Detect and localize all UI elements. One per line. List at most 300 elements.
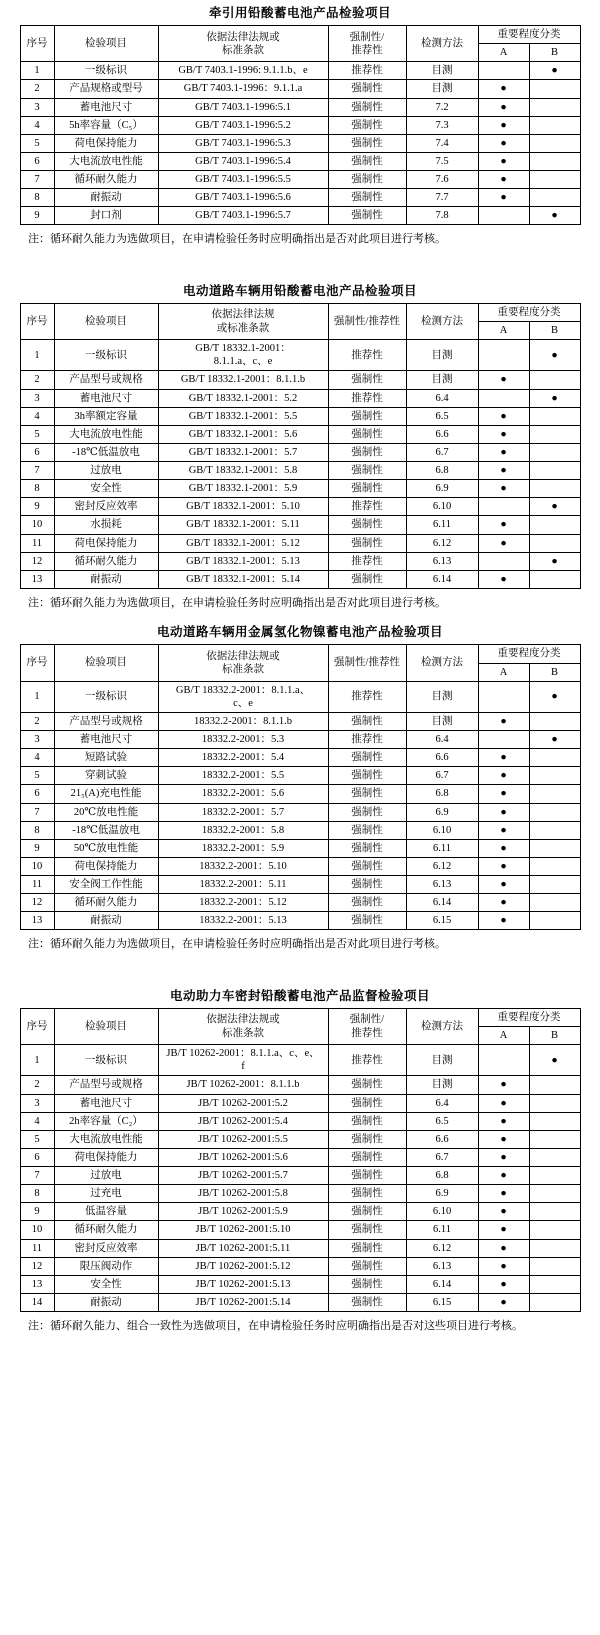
table-row [20, 857, 580, 875]
header-item: 检验项目 [54, 645, 158, 681]
cell-type: 推荐性 [328, 681, 406, 712]
cell-a: ● [478, 534, 529, 552]
cell-standard: 18332.2-2001：5.8 [158, 821, 328, 839]
header-severity-b: B [529, 663, 580, 681]
header-method: 检测方法 [406, 26, 478, 62]
header-type-line2: 推荐性 [351, 1027, 383, 1039]
cell-type: 强制性 [328, 443, 406, 461]
cell-standard [158, 340, 328, 371]
cell-standard-line1: GB/T 18332.1-2001： [195, 343, 291, 355]
header-type-line2: 推荐性 [351, 44, 383, 56]
header-standard-line1: 依据法律法规或 [206, 31, 280, 43]
cell-type: 强制性 [328, 98, 406, 116]
cell-standard: GB/T 7403.1-1996:5.6 [158, 189, 328, 207]
cell-method: 6.14 [406, 1275, 478, 1293]
cell-a: ● [478, 912, 529, 930]
header-no: 序号 [20, 303, 54, 339]
cell-item: 水损耗 [54, 516, 158, 534]
cell-standard: GB/T 18332.1-2001：8.1.1.b [158, 371, 328, 389]
cell-no: 4 [20, 116, 54, 134]
cell-no: 10 [20, 1221, 54, 1239]
table-row [20, 389, 580, 407]
cell-type: 强制性 [328, 171, 406, 189]
cell-method: 6.8 [406, 1167, 478, 1185]
cell-no: 1 [20, 681, 54, 712]
cell-item: -18℃低温放电 [54, 443, 158, 461]
cell-a [478, 340, 529, 371]
cell-method: 6.9 [406, 480, 478, 498]
cell-item: -18℃低温放电 [54, 821, 158, 839]
cell-a: ● [478, 407, 529, 425]
cell-type: 强制性 [328, 570, 406, 588]
table-row [20, 480, 580, 498]
table-row [20, 425, 580, 443]
cell-b [529, 1130, 580, 1148]
cell-type: 强制性 [328, 1275, 406, 1293]
cell-a [478, 389, 529, 407]
cell-no: 7 [20, 803, 54, 821]
table-row [20, 1167, 580, 1185]
cell-no: 6 [20, 443, 54, 461]
section-spacer [0, 248, 600, 278]
table-row [20, 443, 580, 461]
cell-a: ● [478, 749, 529, 767]
cell-item: 安全阀工作性能 [54, 876, 158, 894]
header-severity: 重要程度分类 [478, 303, 580, 321]
cell-b [529, 152, 580, 170]
cell-no: 6 [20, 785, 54, 803]
cell-no: 10 [20, 516, 54, 534]
cell-type: 强制性 [328, 80, 406, 98]
cell-method: 6.14 [406, 570, 478, 588]
cell-b [529, 80, 580, 98]
header-method: 检测方法 [406, 303, 478, 339]
cell-no: 2 [20, 1076, 54, 1094]
table-row [20, 498, 580, 516]
cell-no: 12 [20, 552, 54, 570]
cell-method: 7.5 [406, 152, 478, 170]
table-row [20, 731, 580, 749]
cell-method: 6.5 [406, 407, 478, 425]
table-row [20, 340, 580, 371]
cell-no: 10 [20, 857, 54, 875]
header-type: 强制性/推荐性 [328, 303, 406, 339]
cell-standard: JB/T 10262-2001:5.4 [158, 1112, 328, 1130]
cell-type: 强制性 [328, 1221, 406, 1239]
cell-b [529, 134, 580, 152]
cell-standard: 18332.2-2001：5.13 [158, 912, 328, 930]
cell-item: 安全性 [54, 480, 158, 498]
cell-method: 6.14 [406, 894, 478, 912]
table-row [20, 516, 580, 534]
cell-item: 过放电 [54, 1167, 158, 1185]
cell-item: 大电流放电性能 [54, 1130, 158, 1148]
cell-no: 8 [20, 480, 54, 498]
cell-b: ● [529, 681, 580, 712]
cell-item: 荷电保持能力 [54, 857, 158, 875]
table-row [20, 1148, 580, 1166]
cell-standard: 18332.2-2001：5.11 [158, 876, 328, 894]
cell-no: 3 [20, 389, 54, 407]
cell-a: ● [478, 516, 529, 534]
cell-standard: 18332.2-2001：5.12 [158, 894, 328, 912]
cell-no: 3 [20, 1094, 54, 1112]
cell-method: 6.15 [406, 912, 478, 930]
cell-type: 强制性 [328, 1112, 406, 1130]
cell-no: 13 [20, 570, 54, 588]
cell-no: 9 [20, 1203, 54, 1221]
cell-a [478, 552, 529, 570]
cell-a [478, 498, 529, 516]
table-header-row [20, 303, 580, 321]
cell-method: 7.7 [406, 189, 478, 207]
table-row [20, 1221, 580, 1239]
cell-no: 14 [20, 1293, 54, 1311]
cell-b [529, 443, 580, 461]
cell-a: ● [478, 1239, 529, 1257]
cell-item: 荷电保持能力 [54, 134, 158, 152]
cell-method: 6.12 [406, 1239, 478, 1257]
cell-item: 耐振动 [54, 912, 158, 930]
cell-type: 强制性 [328, 462, 406, 480]
cell-standard: GB/T 7403.1-1996：9.1.1.a [158, 80, 328, 98]
table-title-4: 电动助力车密封铅酸蓄电池产品监督检验项目 [169, 988, 430, 1003]
cell-method: 6.11 [406, 839, 478, 857]
table-row [20, 62, 580, 80]
table-row [20, 1275, 580, 1293]
cell-method: 6.8 [406, 785, 478, 803]
cell-type: 强制性 [328, 134, 406, 152]
cell-standard: 18332.2-2001：5.3 [158, 731, 328, 749]
cell-no: 6 [20, 1148, 54, 1166]
cell-b [529, 912, 580, 930]
section-table-2 [0, 278, 600, 612]
header-method: 检测方法 [406, 645, 478, 681]
header-standard [158, 645, 328, 681]
cell-type: 强制性 [328, 876, 406, 894]
table-row [20, 1293, 580, 1311]
table-note-3: 注：循环耐久能力为选做项目，在申请检验任务时应明确指出是否对此项目进行考核。 [28, 938, 446, 951]
cell-a [478, 1045, 529, 1076]
cell-item: 耐振动 [54, 1293, 158, 1311]
cell-item: 低温容量 [54, 1203, 158, 1221]
cell-no: 13 [20, 912, 54, 930]
table-row [20, 1112, 580, 1130]
header-standard-line2: 标准条款 [222, 1027, 264, 1039]
cell-method: 6.4 [406, 731, 478, 749]
cell-method: 目测 [406, 371, 478, 389]
table-row [20, 1257, 580, 1275]
cell-item: 3h率额定容量 [54, 407, 158, 425]
cell-item: 20℃放电性能 [54, 803, 158, 821]
cell-type: 强制性 [328, 912, 406, 930]
cell-b [529, 821, 580, 839]
cell-no: 5 [20, 134, 54, 152]
table-row [20, 189, 580, 207]
cell-standard-line2: 8.1.1.a、c、e [213, 356, 273, 368]
table-header-row [20, 26, 580, 44]
cell-standard-line2: f [241, 1061, 245, 1073]
header-severity-a: A [478, 44, 529, 62]
table-row [20, 1076, 580, 1094]
cell-method: 目测 [406, 80, 478, 98]
header-standard-line1: 依据法律法规或 [206, 650, 280, 662]
header-standard-line1: 依据法律法规或 [206, 1014, 280, 1026]
cell-method: 目测 [406, 1076, 478, 1094]
table-row [20, 552, 580, 570]
cell-standard: JB/T 10262-2001:5.9 [158, 1203, 328, 1221]
cell-type: 强制性 [328, 116, 406, 134]
cell-b: ● [529, 731, 580, 749]
cell-method: 目测 [406, 681, 478, 712]
cell-method: 7.6 [406, 171, 478, 189]
cell-method: 6.12 [406, 857, 478, 875]
table-row [20, 912, 580, 930]
cell-standard: GB/T 18332.1-2001：5.11 [158, 516, 328, 534]
cell-a: ● [478, 1275, 529, 1293]
cell-a: ● [478, 134, 529, 152]
cell-a: ● [478, 1221, 529, 1239]
cell-no: 5 [20, 425, 54, 443]
cell-type: 推荐性 [328, 731, 406, 749]
cell-b [529, 894, 580, 912]
cell-standard: GB/T 7403.1-1996:5.2 [158, 116, 328, 134]
header-type [328, 26, 406, 62]
cell-standard: JB/T 10262-2001:5.5 [158, 1130, 328, 1148]
table-row [20, 98, 580, 116]
cell-method: 6.6 [406, 1130, 478, 1148]
cell-item: 2h率容量（C₂） [54, 1112, 158, 1130]
cell-item: 过充电 [54, 1185, 158, 1203]
cell-no: 12 [20, 1257, 54, 1275]
cell-no: 7 [20, 462, 54, 480]
header-severity-b: B [529, 1027, 580, 1045]
cell-type: 强制性 [328, 516, 406, 534]
cell-method: 6.9 [406, 803, 478, 821]
cell-method: 6.10 [406, 1203, 478, 1221]
table-row [20, 80, 580, 98]
table-row [20, 207, 580, 225]
table-note-4: 注：循环耐久能力、组合一致性为选做项目，在申请检验任务时应明确指出是否对这些项目进行考核。 [28, 1320, 523, 1332]
cell-standard: GB/T 7403.1-1996:5.4 [158, 152, 328, 170]
cell-no: 4 [20, 1112, 54, 1130]
cell-type: 强制性 [328, 1130, 406, 1148]
cell-no: 11 [20, 876, 54, 894]
cell-no: 6 [20, 152, 54, 170]
cell-method: 7.4 [406, 134, 478, 152]
header-severity: 重要程度分类 [478, 1008, 580, 1026]
cell-a [478, 731, 529, 749]
cell-a: ● [478, 894, 529, 912]
cell-type: 强制性 [328, 1293, 406, 1311]
cell-a: ● [478, 1185, 529, 1203]
cell-no: 8 [20, 821, 54, 839]
cell-item: 5h率容量（C₅） [54, 116, 158, 134]
cell-type: 强制性 [328, 839, 406, 857]
cell-method: 6.9 [406, 1185, 478, 1203]
header-no: 序号 [20, 645, 54, 681]
table-row [20, 894, 580, 912]
cell-no: 4 [20, 407, 54, 425]
cell-standard: JB/T 10262-2001:5.11 [158, 1239, 328, 1257]
header-standard-line2: 或标准条款 [216, 322, 270, 334]
cell-no: 5 [20, 767, 54, 785]
cell-b [529, 480, 580, 498]
cell-item: 耐振动 [54, 189, 158, 207]
table-note-2: 注：循环耐久能力为选做项目，在申请检验任务时应明确指出是否对此项目进行考核。 [28, 596, 446, 609]
cell-type: 推荐性 [328, 62, 406, 80]
cell-standard: GB/T 7403.1-1996:5.5 [158, 171, 328, 189]
cell-b [529, 749, 580, 767]
cell-method: 6.13 [406, 876, 478, 894]
table-row [20, 1045, 580, 1076]
cell-no: 1 [20, 340, 54, 371]
table-row [20, 570, 580, 588]
table-row [20, 803, 580, 821]
cell-type: 强制性 [328, 749, 406, 767]
cell-b [529, 171, 580, 189]
cell-item: 蓄电池尺寸 [54, 389, 158, 407]
cell-item: 蓄电池尺寸 [54, 1094, 158, 1112]
cell-item: 短路试验 [54, 749, 158, 767]
cell-method: 6.11 [406, 1221, 478, 1239]
cell-standard: 18332.2-2001：5.5 [158, 767, 328, 785]
cell-b [529, 1094, 580, 1112]
cell-b [529, 1167, 580, 1185]
cell-item: 大电流放电性能 [54, 152, 158, 170]
cell-item: 蓄电池尺寸 [54, 98, 158, 116]
cell-standard: GB/T 18332.1-2001：5.5 [158, 407, 328, 425]
cell-type: 强制性 [328, 1239, 406, 1257]
table-body-1 [20, 62, 580, 225]
table-row [20, 134, 580, 152]
cell-standard: JB/T 10262-2001:5.12 [158, 1257, 328, 1275]
cell-item: 循环耐久能力 [54, 894, 158, 912]
cell-standard: GB/T 18332.1-2001：5.12 [158, 534, 328, 552]
cell-item: 荷电保持能力 [54, 534, 158, 552]
cell-a: ● [478, 570, 529, 588]
cell-a: ● [478, 80, 529, 98]
cell-method: 6.7 [406, 443, 478, 461]
header-standard [158, 303, 328, 339]
cell-standard: 18332.2-2001：5.6 [158, 785, 328, 803]
cell-b [529, 1112, 580, 1130]
header-severity-a: A [478, 322, 529, 340]
section-spacer [0, 611, 600, 619]
cell-type: 强制性 [328, 1148, 406, 1166]
cell-method: 6.12 [406, 534, 478, 552]
cell-no: 12 [20, 894, 54, 912]
cell-item: 穿刺试验 [54, 767, 158, 785]
cell-standard: GB/T 18332.1-2001：5.8 [158, 462, 328, 480]
cell-item: 一级标识 [54, 62, 158, 80]
cell-b [529, 189, 580, 207]
cell-item: 限压阀动作 [54, 1257, 158, 1275]
cell-a [478, 681, 529, 712]
cell-type: 推荐性 [328, 498, 406, 516]
cell-method: 6.10 [406, 821, 478, 839]
cell-item: 产品型号或规格 [54, 371, 158, 389]
table-row [20, 821, 580, 839]
cell-item: 产品型号或规格 [54, 712, 158, 730]
cell-standard: GB/T 18332.1-2001：5.10 [158, 498, 328, 516]
cell-a: ● [478, 857, 529, 875]
section-table-4 [0, 983, 600, 1335]
cell-b [529, 857, 580, 875]
cell-b [529, 712, 580, 730]
cell-a: ● [478, 116, 529, 134]
cell-standard-line2: c、e [233, 697, 253, 709]
header-item: 检验项目 [54, 1008, 158, 1044]
cell-type: 强制性 [328, 1185, 406, 1203]
cell-item: 一级标识 [54, 1045, 158, 1076]
cell-a: ● [478, 98, 529, 116]
header-type-line1: 强制性/ [349, 31, 385, 43]
cell-item: 产品规格或型号 [54, 80, 158, 98]
cell-type: 强制性 [328, 857, 406, 875]
cell-a: ● [478, 876, 529, 894]
cell-b [529, 534, 580, 552]
header-severity-a: A [478, 1027, 529, 1045]
cell-a: ● [478, 1293, 529, 1311]
header-standard [158, 1008, 328, 1044]
table-row [20, 1094, 580, 1112]
cell-type: 强制性 [328, 1076, 406, 1094]
cell-no: 8 [20, 189, 54, 207]
cell-method: 7.3 [406, 116, 478, 134]
cell-no: 2 [20, 80, 54, 98]
cell-no: 1 [20, 62, 54, 80]
cell-b [529, 1275, 580, 1293]
cell-no: 9 [20, 207, 54, 225]
cell-type: 强制性 [328, 207, 406, 225]
cell-method: 6.6 [406, 425, 478, 443]
header-type-line1: 强制性/ [349, 1014, 385, 1026]
cell-type: 推荐性 [328, 340, 406, 371]
header-item: 检验项目 [54, 303, 158, 339]
table-row [20, 876, 580, 894]
cell-standard: 18332.2-2001：5.9 [158, 839, 328, 857]
cell-a: ● [478, 785, 529, 803]
cell-type: 强制性 [328, 1167, 406, 1185]
cell-standard: JB/T 10262-2001:5.10 [158, 1221, 328, 1239]
cell-b: ● [529, 1045, 580, 1076]
cell-no: 9 [20, 498, 54, 516]
cell-no: 7 [20, 171, 54, 189]
cell-a: ● [478, 1112, 529, 1130]
cell-a: ● [478, 480, 529, 498]
cell-standard: JB/T 10262-2001:5.2 [158, 1094, 328, 1112]
cell-type: 强制性 [328, 785, 406, 803]
header-severity-a: A [478, 663, 529, 681]
cell-b [529, 1076, 580, 1094]
header-severity: 重要程度分类 [478, 645, 580, 663]
cell-type: 强制性 [328, 534, 406, 552]
cell-type: 强制性 [328, 1257, 406, 1275]
cell-standard: 18332.2-2001：8.1.1.b [158, 712, 328, 730]
inspection-table-4 [20, 1008, 581, 1312]
cell-method: 6.6 [406, 749, 478, 767]
table-row [20, 152, 580, 170]
cell-type: 强制性 [328, 821, 406, 839]
cell-a: ● [478, 1203, 529, 1221]
cell-b [529, 1221, 580, 1239]
table-row [20, 171, 580, 189]
cell-no: 3 [20, 731, 54, 749]
table-row [20, 116, 580, 134]
header-no: 序号 [20, 1008, 54, 1044]
cell-item: 蓄电池尺寸 [54, 731, 158, 749]
